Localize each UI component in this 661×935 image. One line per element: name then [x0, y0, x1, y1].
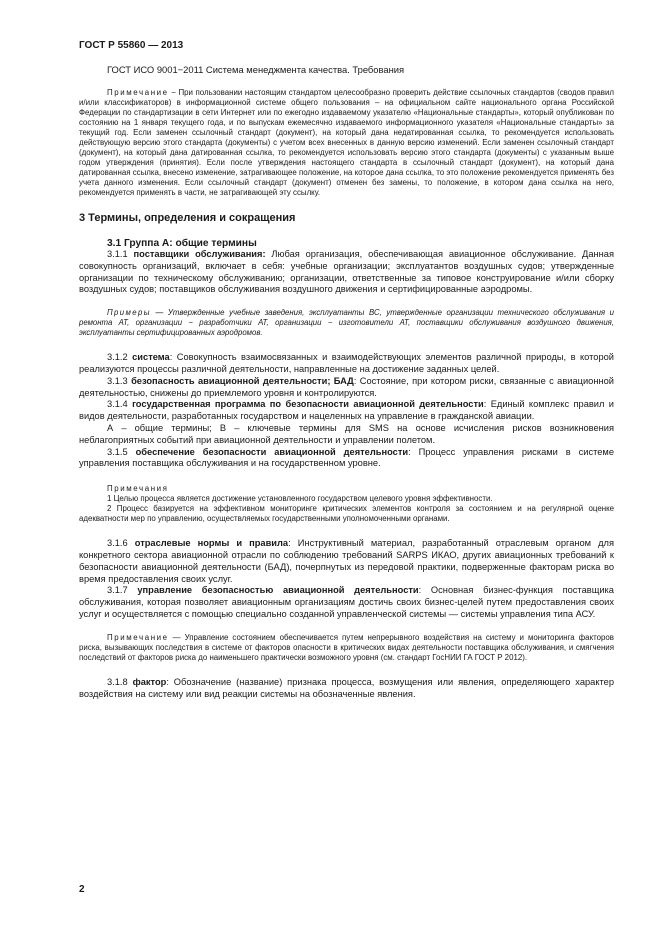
standard-code-header: ГОСТ Р 55860 — 2013 [79, 40, 184, 51]
term-3-1-1 [79, 249, 614, 296]
term-definition: : Основная бизнес-функция поставщика обслуживания, которая позволяет авиационным организациям достичь своих бизнес-целей путем предоставления своих услуг и осуществляется с помощью специально созданной управленческой системы — системы управления типа АСУ. [79, 585, 614, 619]
term-3-1-6 [79, 538, 614, 585]
examples-label: Примеры [107, 308, 151, 318]
note-text: — Управление состоянием обеспечивается путем непрерывного воздействия на систему и мониторинга факторов риска, вызывающих последствия в системе от факторов опасности в критических видах деятельности поставщика обслуживания, и смягчения последствий от факторов риска до наименьшего практически возможного уровня (см. стандарт ГосНИИ ГА ГОСТ Р 2012). [79, 632, 614, 662]
term-definition: : Обозначение (название) признака процесса, возмущения или явления, определяющего характер воздействия на систему или вид реакции системы на обозначенные явления. [79, 676, 614, 699]
term-definition: : Совокупность взаимосвязанных и взаимодействующих элементов различной природы, в которой реализуются процессы различной деятельности, направленные на достижение заданных целей. [79, 352, 614, 374]
term-name: поставщики обслуживания: [133, 249, 266, 259]
term-definition: : Процесс управления рисками в системе управления поставщика обслуживания и на государственном уровне. [79, 446, 614, 469]
term-number: 3.1.8 [107, 676, 133, 687]
term-name: отраслевые нормы и правила [134, 538, 289, 549]
term-3-1-2 [79, 352, 614, 376]
term-definition: : Единый комплекс правил и видов деятельности, разработанных государством и нацеленных на управление в гражданской авиации. [79, 399, 614, 422]
term-groups-line: А – общие термины; В – ключевые термины для SMS на основе исчисления рисков возникновения неблагоприятных событий при авиационной деятельности и управлении полетом. [79, 422, 614, 445]
term-definition: : Инструктивный материал, разработанный отраслевым органом для конкретного сектора авиационной отрасли по соблюдению требований SARPS ИКАО, других авиационных требований к безопасности авиационной деятельности (БАД), почерпнутых из передовой практики, подверженные факторам риска во время предоставления своих услуг. [79, 538, 615, 584]
term-number: 3.1.3 [107, 375, 132, 386]
section-heading: 3 Термины, определения и сокращения [79, 212, 296, 224]
normative-reference: ГОСТ ИСО 9001−2011 Система менеджмента качества. Требования [107, 64, 405, 75]
page-number: 2 [79, 884, 85, 895]
term-definition: Любая организация, обеспечивающая авиационное обслуживание. Данная совокупность организаций, включает в себя: учебные организации; эксплуатантов воздушных судов; утвержденные организации по техническому обслуживанию; организации, ответственные за типовое конструирование и/или сборку воздушных судов; поставщиков обслуживания воздушного движения и сертифицированные аэродромы. [79, 249, 614, 295]
note-text: − При пользовании настоящим стандартом целесообразно проверить действие ссылочных стандартов (сводов правил и/или классификаторов) в информационной системе общего пользования – на официальном сайте национального органа Российской Федерации по стандартизации в сети Интернет или по ежегодно издаваемому указателю «Национальные стандарты», который опубликован по состоянию на 1 января текущего года, и по выпускам ежемесячно издаваемого информационного указателя «Национальные стандарты» за текущий год. Если заменен ссылочный стандарт (документ), на который дана недатированная ссылка, то рекомендуется использовать действующую версию этого стандарта (документы) с учетом всех внесенных в данную версию изменений. Если заменен ссылочный стандарт (документ), на который дана датированная ссылка, то рекомендуется использовать версию этого стандарта (документы) с указанным выше годом утверждения (принятия). Если после утверждения настоящего стандарта в ссылочный стандарт (документ), на который дана датированная ссылка, внесено изменение, затрагивающее положение, на которое дана ссылка, то это положение рекомендуется применять без учета данного изменения. Если ссылочный стандарт (документ) отменен без замены, то положение, в котором дана ссылка на него, рекомендуется применять в части, не затрагивающей эту ссылку. [79, 88, 614, 197]
examples-note [79, 308, 614, 338]
term-3-1-7 [79, 585, 614, 620]
management-note [79, 633, 614, 663]
note-label: Примечание [107, 632, 169, 642]
note-item: 2 Процесс базируется на эффективном мониторинге критических элементов контроля за состоянием и на регулярной оценке адекватности мер по управлению, осуществляемых государственными уполномоченными органами. [79, 504, 614, 524]
term-number: 3.1.1 [107, 249, 134, 259]
term-name: безопасность авиационной деятельности; БАД [131, 375, 354, 386]
term-name: фактор [132, 676, 167, 687]
term-3-1-5 [79, 447, 614, 471]
term-definition: : Состояние, при котором риски, связанные с авиационной деятельностью, снижены до приемлемого уровня и контролируются. [79, 375, 614, 398]
page-content [79, 64, 614, 700]
note-item: 1 Целью процесса является достижение установленного государством целевого уровня эффективности. [107, 494, 493, 504]
notes-label: Примечания [107, 484, 169, 494]
examples-text: — Утвержденные учебные заведения, эксплуатанты ВС, утвержденные организации технического обслуживания и ремонта АТ, организации − разработчики АТ, организации − изготовители АТ, поставщики обслуживания воздушного движения, эксплуатанты сертифицированных аэродромов. [79, 308, 614, 338]
term-name: государственная программа по безопасности авиационной деятельности [132, 399, 484, 410]
term-number: 3.1.2 [107, 352, 133, 363]
term-name: управление безопасностью авиационной деятельности [137, 585, 419, 596]
term-name: обеспечение безопасности авиационной деятельности [135, 446, 409, 457]
term-3-1-3 [79, 376, 614, 400]
term-3-1-8 [79, 677, 614, 701]
term-number: 3.1.5 [107, 446, 136, 457]
term-number: 3.1.6 [107, 538, 135, 549]
term-name: система [132, 352, 170, 363]
term-number: 3.1.7 [107, 585, 138, 596]
term-3-1-4 [79, 399, 614, 423]
subsection-heading: 3.1 Группа А: общие термины [107, 238, 257, 249]
note-label: Примечание [107, 88, 169, 97]
term-number: 3.1.4 [107, 399, 133, 410]
reference-note [79, 88, 614, 198]
